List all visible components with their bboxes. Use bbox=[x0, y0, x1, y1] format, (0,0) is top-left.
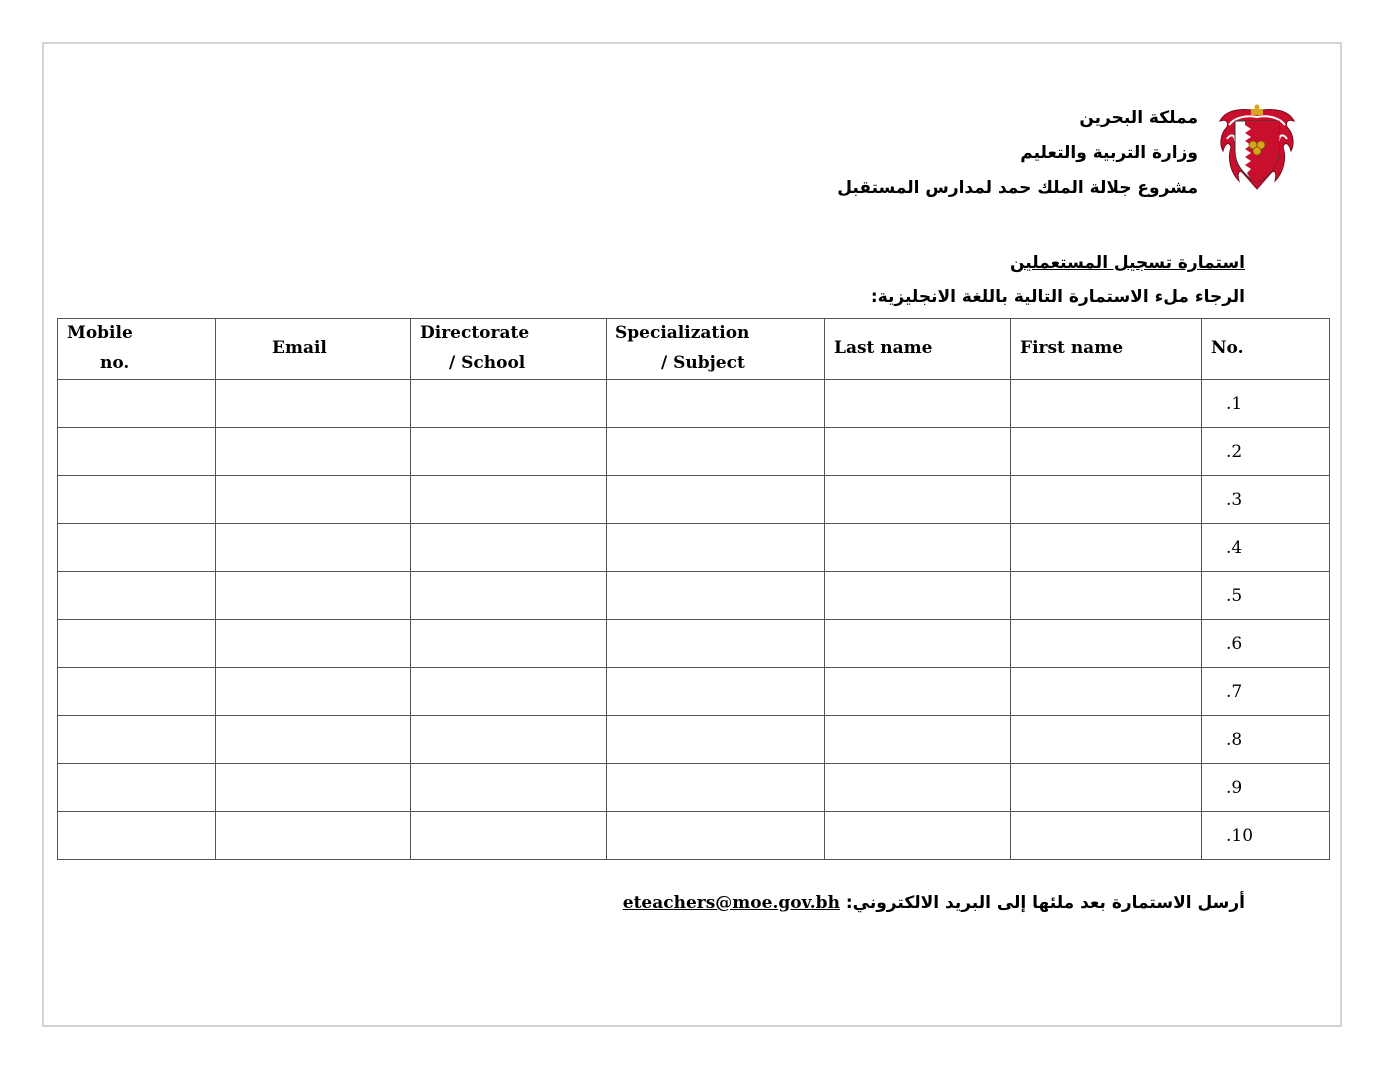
first-name-cell[interactable] bbox=[1011, 812, 1202, 860]
header-first-name: First name bbox=[1011, 319, 1202, 380]
email-cell[interactable] bbox=[216, 572, 411, 620]
last-name-cell[interactable] bbox=[825, 812, 1011, 860]
header-specialization: Specialization / Subject bbox=[607, 319, 825, 380]
row-number: .3 bbox=[1202, 476, 1330, 524]
header-project: مشروع جلالة الملك حمد لمدارس المستقبل bbox=[837, 178, 1198, 198]
table-row bbox=[58, 524, 1330, 572]
specialization-cell[interactable] bbox=[607, 764, 825, 812]
header-last-name: Last name bbox=[825, 319, 1011, 380]
row-number: .4 bbox=[1202, 524, 1330, 572]
row-number: .1 bbox=[1202, 380, 1330, 428]
specialization-cell[interactable] bbox=[607, 380, 825, 428]
directorate-cell[interactable] bbox=[411, 716, 607, 764]
header-kingdom: مملكة البحرين bbox=[1079, 108, 1198, 128]
first-name-cell[interactable] bbox=[1011, 764, 1202, 812]
last-name-cell[interactable] bbox=[825, 572, 1011, 620]
table-row bbox=[58, 476, 1330, 524]
mobile-cell[interactable] bbox=[58, 764, 216, 812]
specialization-cell[interactable] bbox=[607, 620, 825, 668]
directorate-cell[interactable] bbox=[411, 380, 607, 428]
email-link[interactable]: eteachers@moe.gov.bh bbox=[622, 893, 840, 913]
first-name-cell[interactable] bbox=[1011, 716, 1202, 764]
directorate-cell[interactable] bbox=[411, 764, 607, 812]
first-name-cell[interactable] bbox=[1011, 668, 1202, 716]
mobile-cell[interactable] bbox=[58, 476, 216, 524]
email-cell[interactable] bbox=[216, 764, 411, 812]
email-cell[interactable] bbox=[216, 716, 411, 764]
specialization-cell[interactable] bbox=[607, 716, 825, 764]
mobile-cell[interactable] bbox=[58, 428, 216, 476]
form-title: استمارة تسجيل المستعملين bbox=[1010, 253, 1245, 273]
first-name-cell[interactable] bbox=[1011, 620, 1202, 668]
first-name-cell[interactable] bbox=[1011, 428, 1202, 476]
row-number: .2 bbox=[1202, 428, 1330, 476]
table-row bbox=[58, 716, 1330, 764]
last-name-cell[interactable] bbox=[825, 524, 1011, 572]
email-cell[interactable] bbox=[216, 476, 411, 524]
table-row bbox=[58, 428, 1330, 476]
last-name-cell[interactable] bbox=[825, 764, 1011, 812]
first-name-cell[interactable] bbox=[1011, 380, 1202, 428]
specialization-cell[interactable] bbox=[607, 524, 825, 572]
directorate-cell[interactable] bbox=[411, 428, 607, 476]
form-instruction: الرجاء ملء الاستمارة التالية باللغة الانجليزية: bbox=[870, 287, 1245, 307]
row-number: .8 bbox=[1202, 716, 1330, 764]
mobile-cell[interactable] bbox=[58, 716, 216, 764]
last-name-cell[interactable] bbox=[825, 380, 1011, 428]
row-number: .7 bbox=[1202, 668, 1330, 716]
footer-instruction bbox=[623, 893, 1245, 913]
specialization-cell[interactable] bbox=[607, 668, 825, 716]
last-name-cell[interactable] bbox=[825, 620, 1011, 668]
mobile-cell[interactable] bbox=[58, 524, 216, 572]
footer-text: أرسل الاستمارة بعد ملئها إلى البريد الالكتروني: bbox=[845, 893, 1245, 913]
directorate-cell[interactable] bbox=[411, 812, 607, 860]
mobile-cell[interactable] bbox=[58, 812, 216, 860]
last-name-cell[interactable] bbox=[825, 476, 1011, 524]
table-row bbox=[58, 620, 1330, 668]
table-row bbox=[58, 572, 1330, 620]
email-cell[interactable] bbox=[216, 812, 411, 860]
table-row bbox=[58, 764, 1330, 812]
row-number: .9 bbox=[1202, 764, 1330, 812]
email-cell[interactable] bbox=[216, 524, 411, 572]
row-number: .6 bbox=[1202, 620, 1330, 668]
table-row bbox=[58, 668, 1330, 716]
mobile-cell[interactable] bbox=[58, 380, 216, 428]
header-ministry: وزارة التربية والتعليم bbox=[1020, 143, 1198, 163]
specialization-cell[interactable] bbox=[607, 812, 825, 860]
last-name-cell[interactable] bbox=[825, 668, 1011, 716]
directorate-cell[interactable] bbox=[411, 476, 607, 524]
directorate-cell[interactable] bbox=[411, 668, 607, 716]
bahrain-coat-of-arms-icon bbox=[1217, 103, 1297, 195]
last-name-cell[interactable] bbox=[825, 716, 1011, 764]
row-number: .10 bbox=[1202, 812, 1330, 860]
table-header-row bbox=[58, 319, 1330, 380]
mobile-cell[interactable] bbox=[58, 572, 216, 620]
email-cell[interactable] bbox=[216, 428, 411, 476]
mobile-cell[interactable] bbox=[58, 620, 216, 668]
directorate-cell[interactable] bbox=[411, 620, 607, 668]
table-row bbox=[58, 812, 1330, 860]
last-name-cell[interactable] bbox=[825, 428, 1011, 476]
first-name-cell[interactable] bbox=[1011, 476, 1202, 524]
mobile-cell[interactable] bbox=[58, 668, 216, 716]
directorate-cell[interactable] bbox=[411, 524, 607, 572]
specialization-cell[interactable] bbox=[607, 572, 825, 620]
first-name-cell[interactable] bbox=[1011, 524, 1202, 572]
email-cell[interactable] bbox=[216, 620, 411, 668]
registration-table bbox=[57, 318, 1330, 860]
header-email: Email bbox=[216, 319, 411, 380]
email-cell[interactable] bbox=[216, 380, 411, 428]
table-row bbox=[58, 380, 1330, 428]
first-name-cell[interactable] bbox=[1011, 572, 1202, 620]
header-mobile: Mobile no. bbox=[58, 319, 216, 380]
specialization-cell[interactable] bbox=[607, 476, 825, 524]
header-no: No. bbox=[1202, 319, 1330, 380]
email-cell[interactable] bbox=[216, 668, 411, 716]
row-number: .5 bbox=[1202, 572, 1330, 620]
header-directorate: Directorate / School bbox=[411, 319, 607, 380]
directorate-cell[interactable] bbox=[411, 572, 607, 620]
specialization-cell[interactable] bbox=[607, 428, 825, 476]
